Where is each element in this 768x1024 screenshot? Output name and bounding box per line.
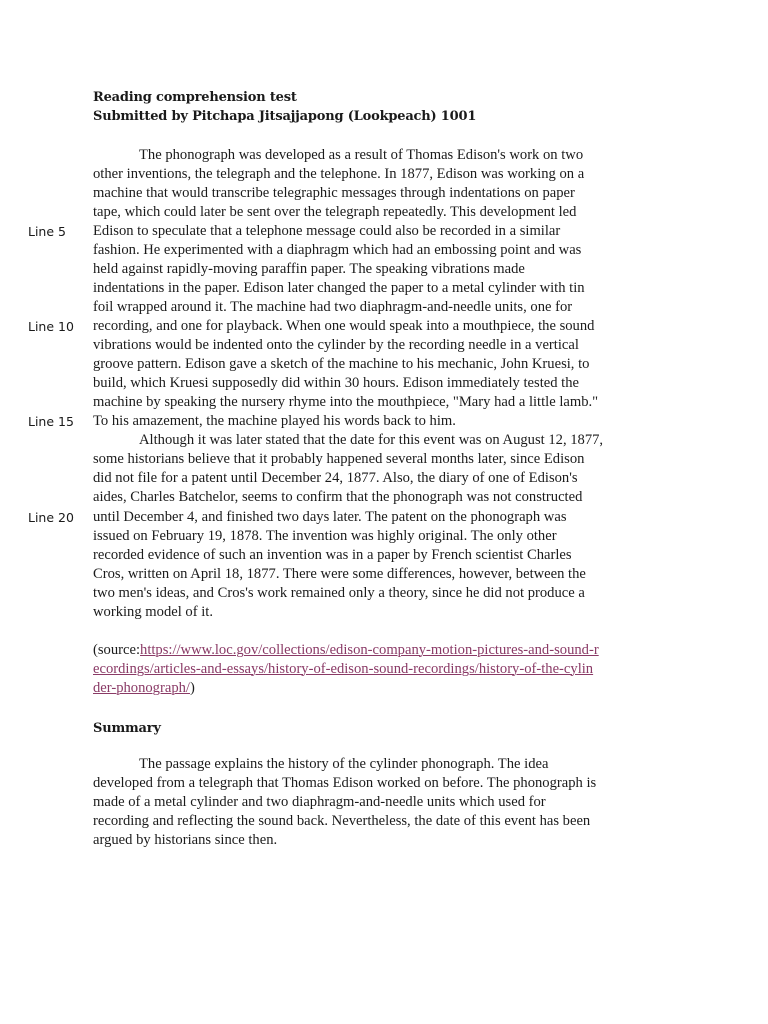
- line-marker-15: Line 15: [28, 414, 74, 429]
- line-marker-5: Line 5: [28, 224, 66, 239]
- source-link[interactable]: ecordings/articles-and-essays/history-of-edison-sound-recordings/history-of-the-cylin: [93, 661, 594, 677]
- passage-line: build, which Kruesi supposedly did within 30 hours. Edison immediately tested the: [93, 375, 579, 391]
- source-line: [93, 679, 195, 698]
- document-title: Reading comprehension test: [93, 90, 297, 105]
- passage-line: issued on February 19, 1878. The invention was highly original. The only other: [93, 528, 557, 544]
- passage-line: held against rapidly-moving paraffin paper. The speaking vibrations made: [93, 261, 525, 277]
- line-marker-10: Line 10: [28, 319, 74, 334]
- passage-line: To his amazement, the machine played his words back to him.: [93, 413, 456, 429]
- summary-line: argued by historians since then.: [93, 832, 278, 848]
- passage-line: other inventions, the telegraph and the telephone. In 1877, Edison was working on a: [93, 166, 585, 182]
- summary-line: made of a metal cylinder and two diaphragm-and-needle units which used for: [93, 794, 546, 810]
- passage-line: two men's ideas, and Cros's work remained only a theory, since he did not produce a: [93, 585, 585, 601]
- passage-line: machine by speaking the nursery rhyme into the mouthpiece, "Mary had a little lamb.": [93, 394, 599, 410]
- line-marker-20: Line 20: [28, 510, 74, 525]
- submitted-by-line: Submitted by Pitchapa Jitsajjapong (Lookpeach) 1001: [93, 109, 477, 124]
- source-line: [93, 660, 593, 679]
- summary-line: developed from a telegraph that Thomas Edison worked on before. The phonograph is: [93, 775, 597, 791]
- summary-line: recording and reflecting the sound back. Nevertheless, the date of this event has been: [93, 813, 591, 829]
- source-link[interactable]: der-phonograph/: [93, 680, 190, 696]
- passage-line: vibrations would be indented onto the cylinder by the recording needle in a vertical: [93, 337, 579, 353]
- passage-line: aides, Charles Batchelor, seems to confirm that the phonograph was not constructed: [93, 489, 583, 505]
- passage-line: tape, which could later be sent over the telegraph repeatedly. This development led: [93, 204, 577, 220]
- summary-heading: Summary: [93, 721, 161, 736]
- passage-line: working model of it.: [93, 604, 213, 620]
- passage-line: recording, and one for playback. When one would speak into a mouthpiece, the sound: [93, 318, 595, 334]
- passage-line: The phonograph was developed as a result of Thomas Edison's work on two: [139, 147, 584, 163]
- passage-line: until December 4, and finished two days later. The patent on the phonograph was: [93, 509, 567, 525]
- passage-line: did not file for a patent until December 24, 1877. Also, the diary of one of Edison's: [93, 470, 578, 486]
- passage-line: Edison to speculate that a telephone message could also be recorded in a similar: [93, 223, 561, 239]
- passage-line: recorded evidence of such an invention was in a paper by French scientist Charles: [93, 547, 572, 563]
- passage-line: indentations in the paper. Edison later changed the paper to a metal cylinder with tin: [93, 280, 585, 296]
- passage-line: groove pattern. Edison gave a sketch of the machine to his mechanic, John Kruesi, to: [93, 356, 590, 372]
- source-line: [93, 641, 599, 660]
- source-prefix: (source:: [93, 642, 141, 658]
- passage-line: Cros, written on April 18, 1877. There were some differences, however, between the: [93, 566, 586, 582]
- source-link[interactable]: https://www.loc.gov/collections/edison-company-motion-pictures-and-sound-r: [140, 642, 599, 658]
- passage-line: fashion. He experimented with a diaphragm which had an embossing point and was: [93, 242, 582, 258]
- passage-line: some historians believe that it probably happened several months later, since Edison: [93, 451, 585, 467]
- passage-line: machine that would transcribe telegraphic messages through indentations on paper: [93, 185, 575, 201]
- passage-line: Although it was later stated that the date for this event was on August 12, 1877,: [139, 432, 604, 448]
- summary-line: The passage explains the history of the cylinder phonograph. The idea: [139, 756, 549, 772]
- passage-line: foil wrapped around it. The machine had two diaphragm-and-needle units, one for: [93, 299, 573, 315]
- source-suffix: ): [189, 680, 195, 696]
